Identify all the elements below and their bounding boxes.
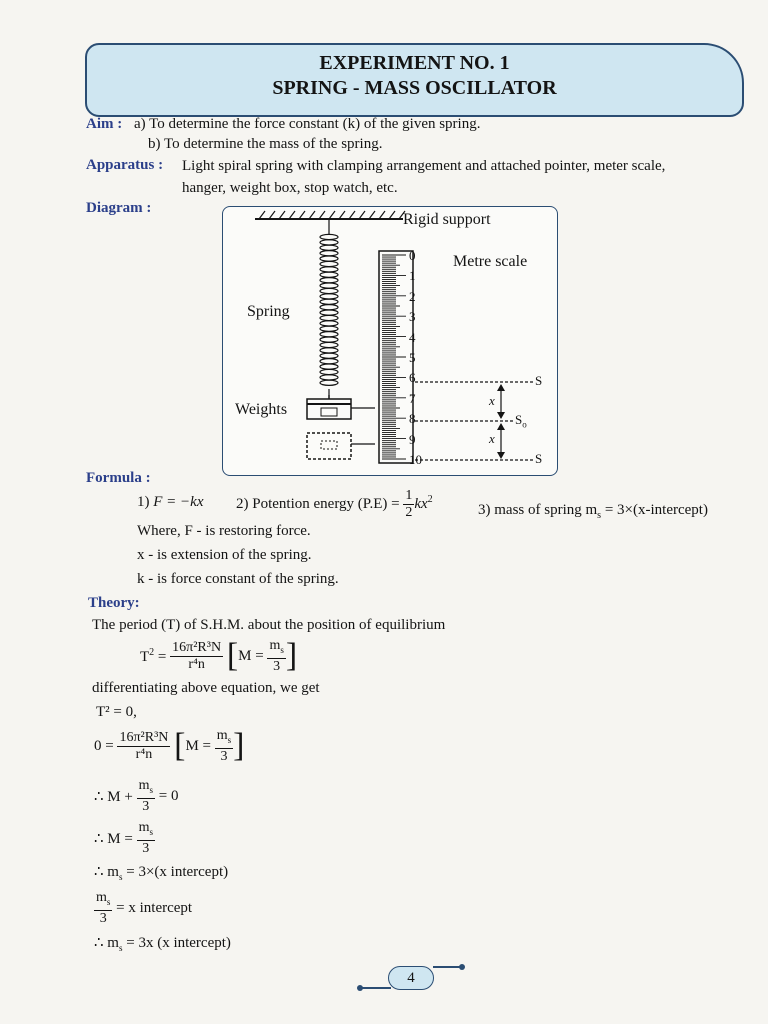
formula-k-def: k - is force constant of the spring. (137, 571, 339, 587)
scale-number: 10 (409, 452, 422, 467)
step-5: ∴ $m_s = 3x$ (x intercept) (94, 935, 231, 953)
title-banner (85, 43, 744, 117)
scale-number: 0 (409, 248, 416, 263)
formula-2: 2) Potention energy (P.E) = $\frac{1}{2}$ $kx^2$ (236, 488, 433, 520)
scale-number: 9 (409, 431, 416, 447)
page-number: 4 (388, 966, 434, 990)
scale-number: 8 (409, 411, 416, 427)
s-zero-label: $S_o$ (515, 412, 527, 430)
theory-intro: The period (T) of S.H.M. about the position of equilibrium (92, 617, 446, 633)
experiment-subtitle: SPRING - MASS OSCILLATOR (272, 77, 557, 99)
diagram-label: Diagram : (86, 200, 152, 216)
formula-x-def: x - is extension of the spring. (137, 547, 312, 563)
scale-number: 6 (409, 370, 416, 386)
metre-scale-label: Metre scale (453, 253, 528, 270)
x-top-label: x (489, 393, 495, 408)
spring-mass-diagram (222, 206, 558, 476)
aim-a: a) To determine the force constant (k) of the given spring. (134, 116, 481, 132)
aim-b: b) To determine the mass of the spring. (148, 136, 383, 152)
experiment-title: EXPERIMENT NO. 1 (319, 52, 510, 74)
diff-text: differentiating above equation, we get (92, 680, 320, 696)
scale-number: 5 (409, 350, 416, 365)
theory-label: Theory: (88, 595, 140, 611)
step-1: ∴ M + $\frac{m_s}{3}$ = 0 (94, 778, 179, 814)
step-4: $\frac{m_s}{3}$ = x intercept (96, 890, 193, 926)
apparatus-line1: Light spiral spring with clamping arrangement and attached pointer, meter scale, (182, 158, 666, 174)
s-bottom-label: S (535, 451, 543, 466)
apparatus-label: Apparatus : (86, 157, 164, 173)
formula-3: 3) mass of spring $m_s$ = 3×(x-intercept) (478, 502, 708, 521)
diagram-drawing (223, 207, 557, 475)
scale-number: 3 (409, 309, 416, 325)
t-squared-zero: T² = 0, (96, 704, 137, 720)
step-2: ∴ M = $\frac{m_s}{3}$ (94, 820, 153, 856)
scale-number: 7 (409, 390, 416, 406)
scale-number: 4 (409, 329, 416, 345)
s-top-label: S (535, 373, 543, 388)
formula-1: 1) F = −kx (137, 494, 204, 510)
apparatus-line2: hanger, weight box, stop watch, etc. (182, 180, 398, 196)
formula-where: Where, F - is restoring force. (137, 523, 311, 539)
formula-label: Formula : (86, 470, 151, 486)
weights-label: Weights (235, 401, 288, 418)
scale-number: 2 (409, 288, 416, 304)
x-bottom-label: x (489, 431, 495, 446)
aim-label: Aim : (86, 116, 123, 132)
period-equation: $T^2$ = $\frac{\text{16π²R³N}}{\text{r⁴n}}$ [M = $\frac{m_s}{3}$ ] (140, 637, 298, 675)
scale-number: 1 (409, 268, 416, 284)
zero-equation: 0 = $\frac{\text{16π²R³N}}{\text{r⁴n}}$ [M = $\frac{m_s}{3}$ ] (94, 727, 245, 765)
step-3: ∴ $m_s = 3\times(x$ intercept) (94, 864, 229, 882)
spring-label: Spring (247, 303, 290, 320)
rigid-support-label: Rigid support (403, 211, 491, 228)
